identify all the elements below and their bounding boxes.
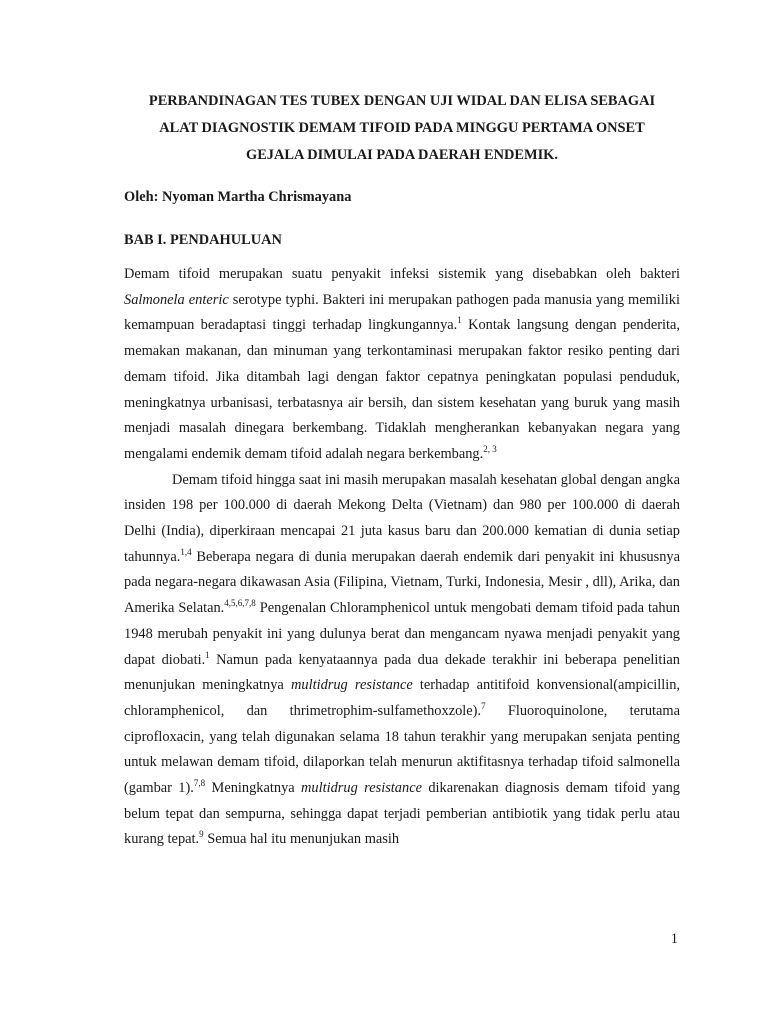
body-text — [124, 262, 680, 853]
citation-superscript: 1 — [205, 649, 210, 660]
paragraph-text: Demam tifoid merupakan suatu penyakit infeksi sistemik yang disebabkan oleh bakteri — [124, 266, 680, 282]
italic-term: Salmonela enteric — [124, 291, 229, 308]
italic-term: multidrug resistance — [301, 780, 422, 797]
paragraph-text: terhadap antitifoid konvensional(ampicillin, chloramphenicol, dan thrimetrophim-sulfamethoxzole). — [124, 677, 680, 719]
author-line: Oleh: Nyoman Martha Chrismayana — [124, 189, 352, 205]
citation-superscript: 1 — [457, 315, 462, 326]
title-line: ALAT DIAGNOSTIK DEMAM TIFOID PADA MINGGU PERTAMA ONSET — [159, 120, 645, 136]
citation-superscript: 2, 3 — [483, 443, 497, 454]
paragraph-text: Beberapa negara di dunia merupakan daerah endemik dari penyakit ini khususnya pada negara-negara dikawasan Asia (Filipina, Vietnam, Turki, Indonesia, Mesir , dll), Arika, dan Amerika Selatan. — [124, 548, 680, 617]
paragraph-text: Kontak langsung dengan penderita, memakan makanan, dan minuman yang terkontaminasi merupakan faktor resiko penting dari demam tifoid. Jika ditambah lagi dengan faktor cepatnya peningkatan populasi penduduk, meningkatnya urbanisasi, terbatasnya air bersih, dan sistem kesehatan yang buruk yang masih menjadi masalah dinegara berkembang. Tidaklah mengherankan kebanyakan negara yang mengalami endemik demam tifoid adalah negara berkembang. — [124, 317, 680, 462]
citation-superscript: 1,4 — [180, 546, 192, 557]
page-number: 1 — [670, 931, 678, 947]
body-paragraph — [124, 468, 680, 854]
citation-superscript: 4,5,6,7,8 — [224, 598, 256, 609]
paragraph-text: Demam tifoid hingga saat ini masih merupakan masalah kesehatan global dengan angka insiden 198 per 100.000 di daerah Mekong Delta (Vietnam) dan 980 per 100.000 di daerah Delhi (India), diperkiraan mencapai 21 juta kasus baru dan 200.000 kematian di dunia setiap tahunnya. — [124, 471, 680, 565]
paragraph-text: dikarenakan diagnosis demam tifoid yang belum tepat dan sempurna, sehingga dapat terjadi pemberian antibiotik yang tidak perlu atau kurang tepat. — [124, 780, 680, 848]
paragraph-text: Semua hal itu menunjukan masih — [203, 831, 400, 848]
document-title — [124, 88, 680, 169]
citation-superscript: 9 — [199, 829, 204, 840]
body-paragraph — [124, 262, 680, 468]
paragraph-text: serotype typhi. Bakteri ini merupakan pathogen pada manusia yang memiliki kemampuan beradaptasi tinggi terhadap lingkungannya. — [124, 291, 680, 334]
paragraph-text: Pengenalan Chloramphenicol untuk mengobati demam tifoid pada tahun 1948 merubah penyakit ini yang dulunya berat dan mengancam nyawa menjadi penyakit yang dapat diobati. — [124, 600, 680, 668]
citation-superscript: 7,8 — [193, 778, 206, 789]
paragraph-text: Meningkatnya — [205, 780, 302, 797]
title-line: GEJALA DIMULAI PADA DAERAH ENDEMIK. — [246, 147, 558, 163]
paragraph-text: Namun pada kenyataannya pada dua dekade terakhir ini beberapa penelitian menunjukan meningkatnya — [124, 651, 680, 694]
document-page — [124, 88, 680, 853]
citation-superscript: 7 — [481, 700, 486, 711]
italic-term: multidrug resistance — [290, 677, 413, 694]
chapter-heading: BAB I. PENDAHULUAN — [124, 232, 282, 248]
paragraph-text: Fluoroquinolone, terutama ciprofloxacin, yang telah digunakan selama 18 tahun terakhir yang merupakan senjata penting untuk melawan demam tifoid, dilaporkan telah menurun aktifitasnya terhadap tifoid salmonella (gambar 1). — [124, 702, 680, 797]
title-line: PERBANDINAGAN TES TUBEX DENGAN UJI WIDAL DAN ELISA SEBAGAI — [148, 93, 656, 109]
